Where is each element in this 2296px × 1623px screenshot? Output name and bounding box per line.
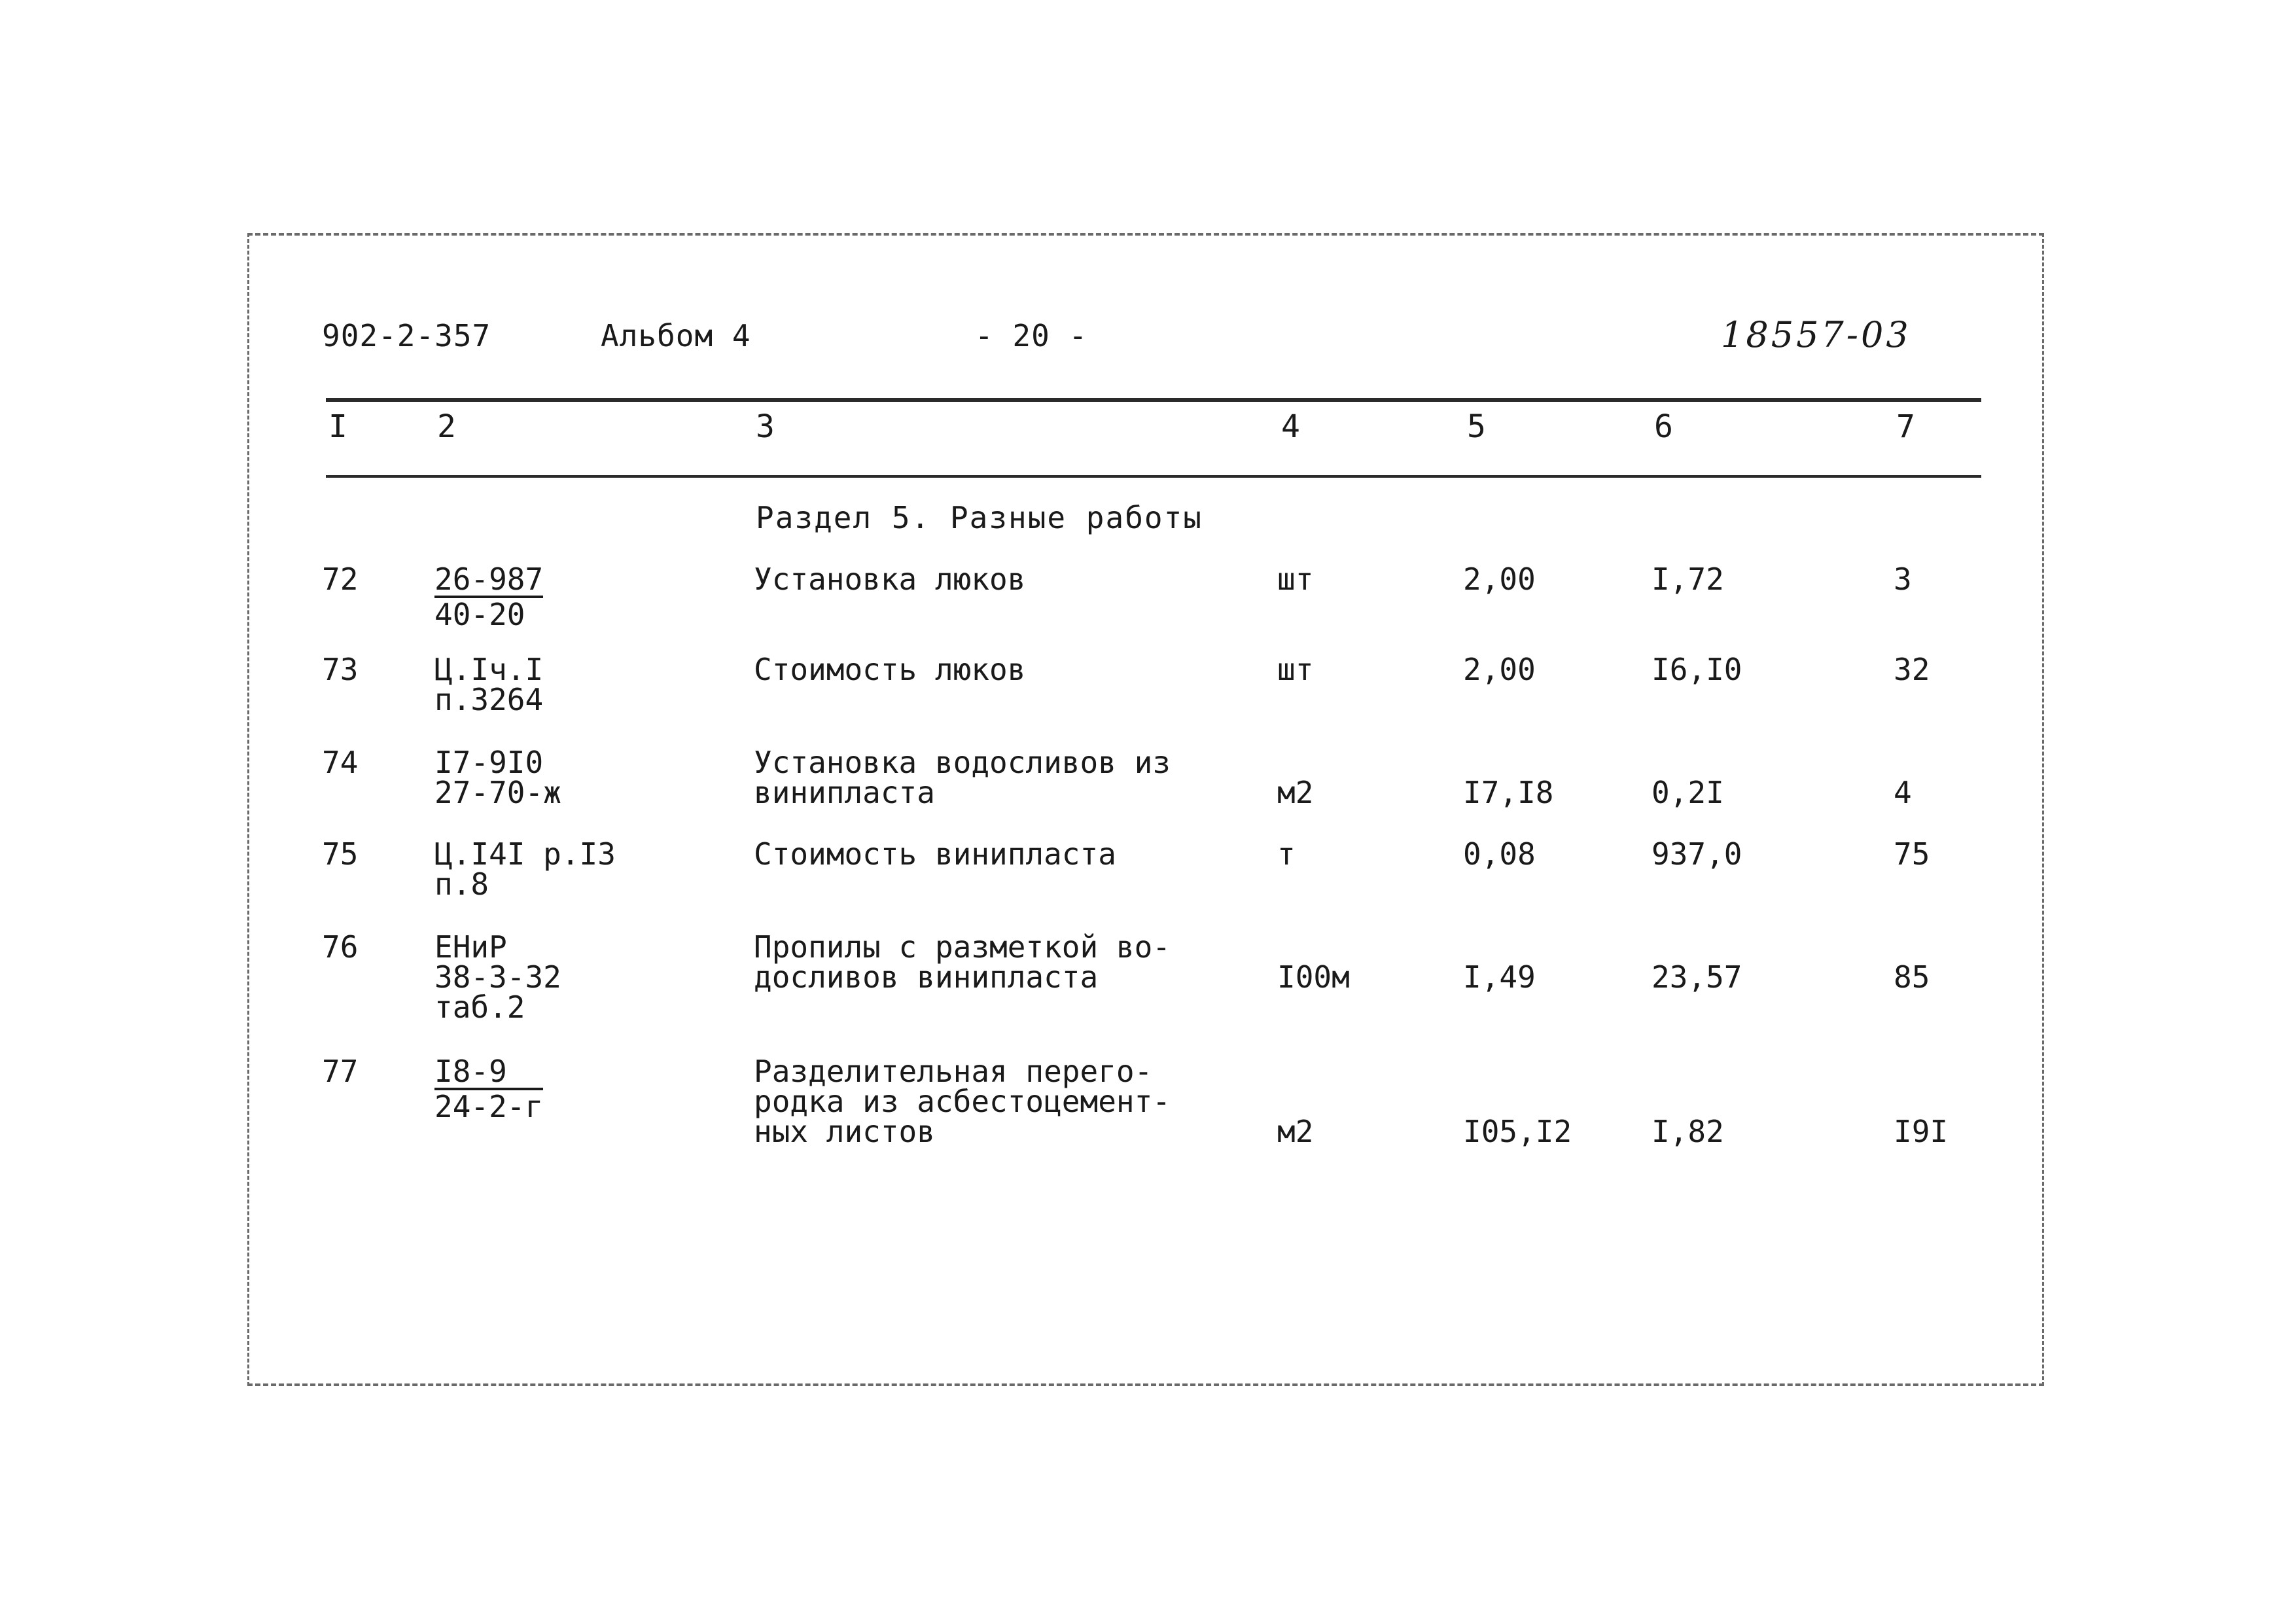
row-number: 74	[322, 745, 359, 780]
unit-price: I,82	[1651, 1114, 1724, 1149]
quantity: I,49	[1463, 959, 1536, 995]
unit: м2	[1277, 1114, 1314, 1149]
description-line: досливов винипласта	[754, 959, 1099, 995]
description-line: родка из асбестоцемент-	[754, 1084, 1171, 1119]
norm-code-denominator: 24-2-г	[434, 1089, 544, 1124]
column-number-6: 6	[1654, 408, 1673, 445]
norm-code-line: п.8	[434, 866, 489, 902]
total-cost: 32	[1894, 652, 1930, 687]
unit: шт	[1277, 562, 1314, 597]
norm-code-line: I7-9I0	[434, 745, 544, 780]
unit: м2	[1277, 775, 1314, 810]
norm-code-line: ЕНиР	[434, 929, 507, 965]
total-cost: 4	[1894, 775, 1912, 810]
row-number: 73	[322, 652, 359, 687]
doc-code: 902-2-357	[322, 318, 491, 353]
unit-price: I6,I0	[1651, 652, 1742, 687]
norm-code-line: таб.2	[434, 990, 525, 1025]
row-number: 72	[322, 562, 359, 597]
unit: I00м	[1277, 959, 1350, 995]
unit-price: 937,0	[1651, 836, 1742, 872]
total-cost: I9I	[1894, 1114, 1949, 1149]
norm-code-line: Ц.Iч.I	[434, 652, 544, 687]
unit-price: 23,57	[1651, 959, 1742, 995]
page-number: - 20 -	[975, 318, 1088, 353]
reference-number: 18557-03	[1721, 314, 1911, 355]
unit-price: 0,2I	[1651, 775, 1724, 810]
table-top-rule	[326, 398, 1981, 402]
section-title: Раздел 5. Разные работы	[756, 500, 1203, 535]
unit-price: I,72	[1651, 562, 1724, 597]
row-number: 77	[322, 1054, 359, 1089]
quantity: I05,I2	[1463, 1114, 1572, 1149]
table-header-rule	[326, 475, 1981, 478]
norm-code-line: п.3264	[434, 682, 544, 717]
row-number: 76	[322, 929, 359, 965]
description-line: винипласта	[754, 775, 935, 810]
description-line: Разделительная перего-	[754, 1054, 1153, 1089]
description-line: Установка водосливов из	[754, 745, 1171, 780]
norm-code-denominator: 40-20	[434, 597, 525, 632]
unit: шт	[1277, 652, 1314, 687]
column-number-1: I	[328, 408, 347, 445]
quantity: 2,00	[1463, 652, 1536, 687]
column-number-2: 2	[437, 408, 456, 445]
description-line: Установка люков	[754, 562, 1026, 597]
total-cost: 85	[1894, 959, 1930, 995]
norm-code-fraction	[434, 564, 543, 630]
album-label: Альбом 4	[601, 318, 751, 353]
norm-code-line: 38-3-32	[434, 959, 561, 995]
norm-code-line: Ц.I4I р.I3	[434, 836, 616, 872]
total-cost: 75	[1894, 836, 1930, 872]
description-line: ных листов	[754, 1114, 935, 1149]
description-line: Пропилы с разметкой во-	[754, 929, 1171, 965]
quantity: 0,08	[1463, 836, 1536, 872]
unit: т	[1277, 836, 1296, 872]
description-line: Стоимость винипласта	[754, 836, 1116, 872]
norm-code-numerator: 26-987	[434, 562, 544, 597]
column-number-4: 4	[1281, 408, 1300, 445]
column-number-7: 7	[1896, 408, 1915, 445]
column-number-3: 3	[756, 408, 775, 445]
total-cost: 3	[1894, 562, 1912, 597]
quantity: 2,00	[1463, 562, 1536, 597]
norm-code-fraction	[434, 1056, 543, 1122]
column-number-5: 5	[1467, 408, 1486, 445]
norm-code-line: 27-70-ж	[434, 775, 561, 810]
row-number: 75	[322, 836, 359, 872]
norm-code-numerator: I8-9	[434, 1056, 543, 1090]
description-line: Стоимость люков	[754, 652, 1026, 687]
quantity: I7,I8	[1463, 775, 1554, 810]
